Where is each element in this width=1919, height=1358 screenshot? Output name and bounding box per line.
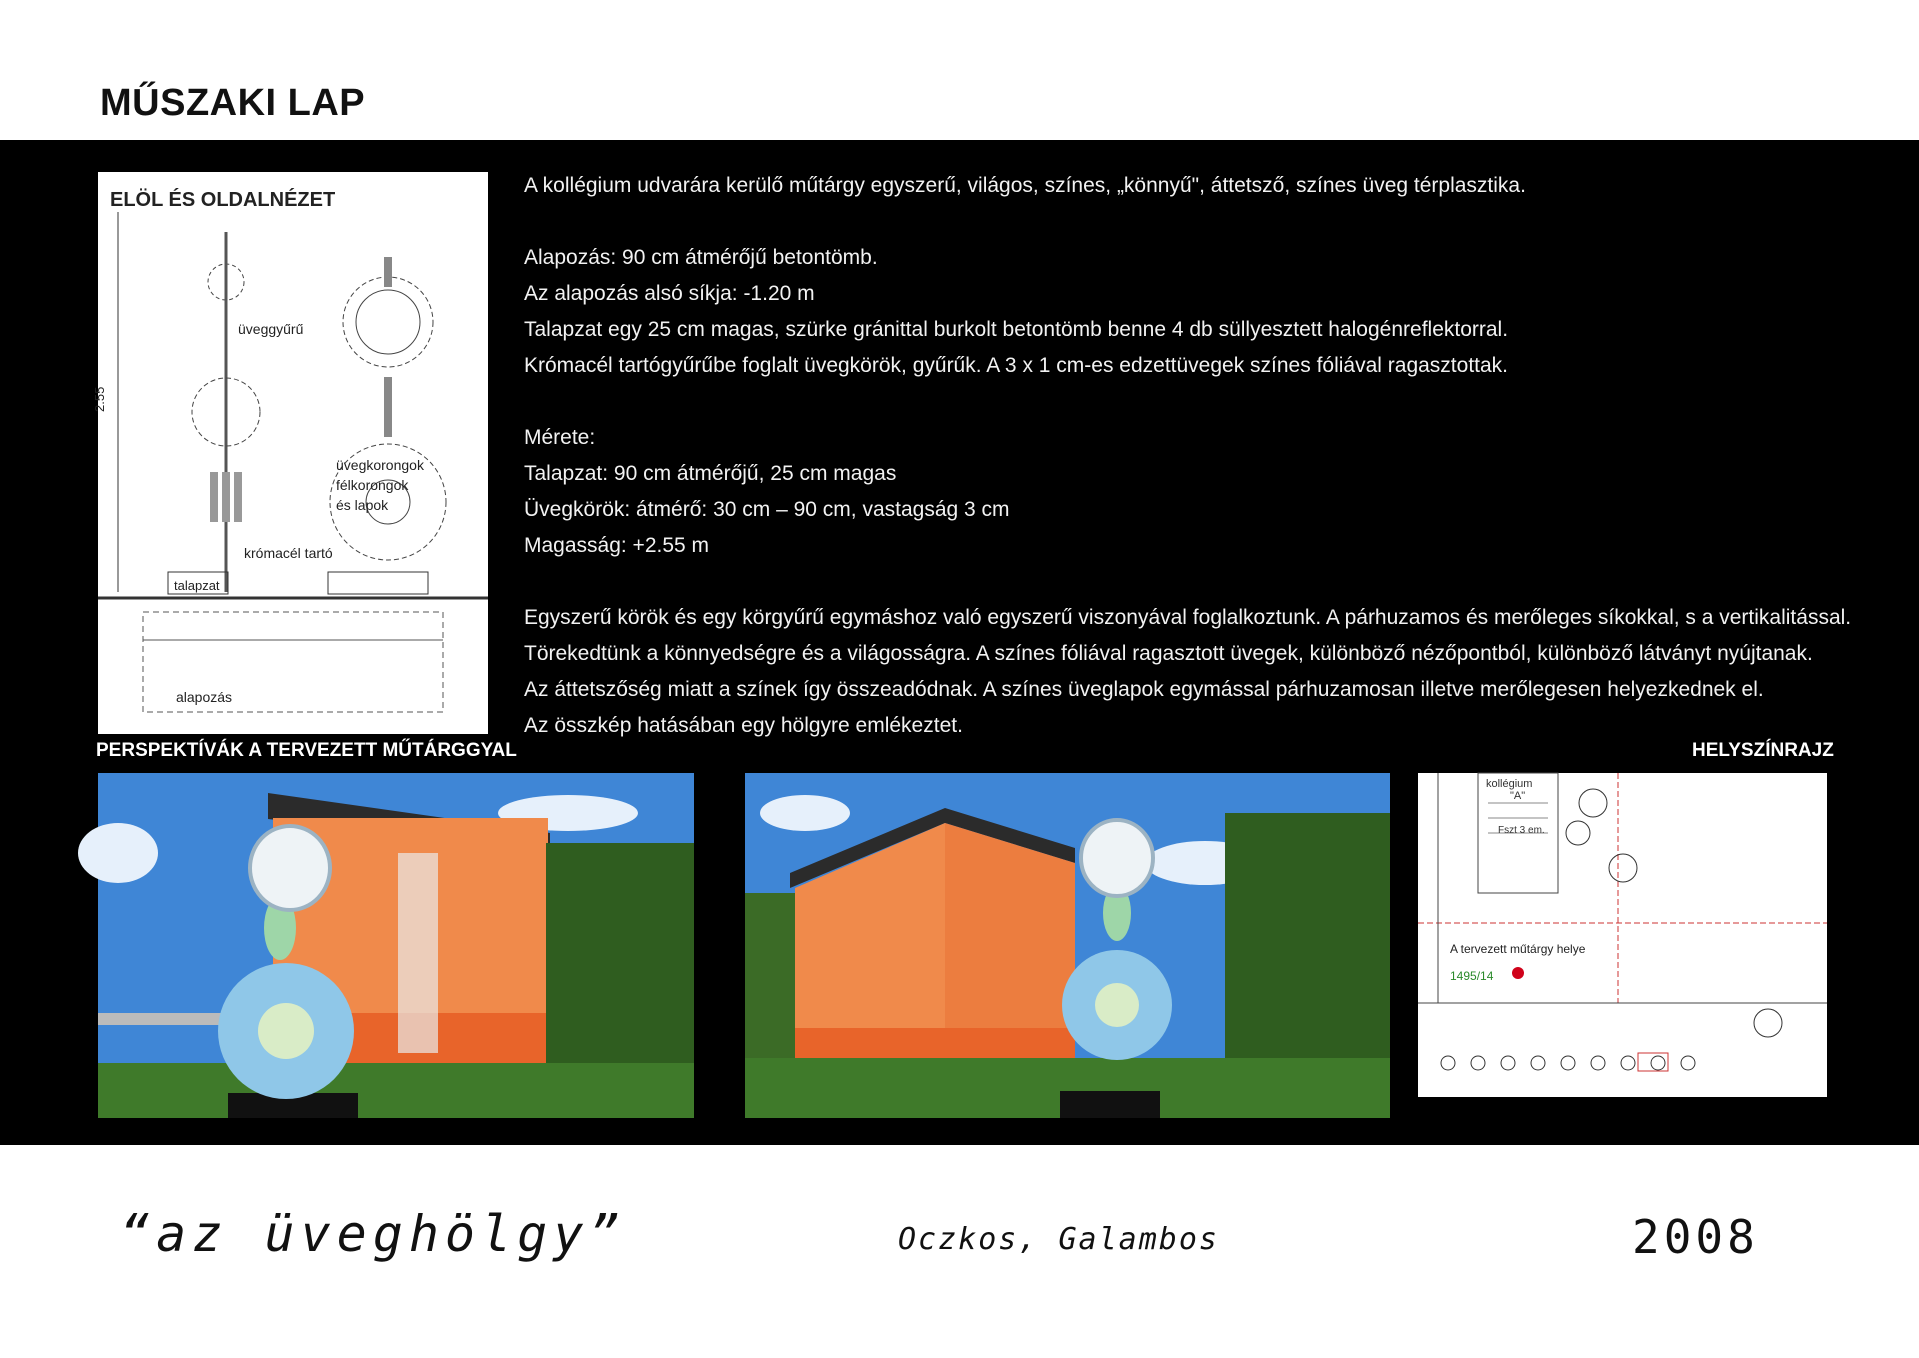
perspectives-caption: PERSPEKTÍVÁK A TERVEZETT MŰTÁRGGYAL <box>96 740 517 761</box>
label-base: talapzat <box>174 578 220 593</box>
label-circles-2: félkorongok <box>336 477 409 493</box>
concept-line-2: Törekedtünk a könnyedségre és a világosságra. A színes fóliával ragasztott üvegek, különböző nézőpontból, különböző látványt nyújtanak. <box>524 642 1813 665</box>
tech-line-4: Krómacél tartógyűrűbe foglalt üvegkörök, gyűrűk. A 3 x 1 cm-es edzettüvegek színes fóliával ragasztottak. <box>524 354 1509 377</box>
dims-line-3: Üvegkörök: átmérő: 30 cm – 90 cm, vastagság 3 cm <box>524 498 1010 521</box>
holder-top-right <box>384 257 392 287</box>
cloud <box>760 795 850 831</box>
cloud <box>78 823 158 883</box>
concept-line-1: Egyszerű körök és egy körgyűrű egymáshoz való egyszerű viszonyával foglalkoztunk. A párhuzamos és merőleges síkokkal, s a vertikalitással. <box>524 606 1852 629</box>
site-plan-caption: HELYSZÍNRAJZ <box>1692 740 1834 761</box>
sculpture-top-ring <box>1081 820 1153 896</box>
glass-plate-left-1 <box>210 472 218 522</box>
label-height: 2.55 <box>92 386 107 412</box>
label-foundation: alapozás <box>176 689 233 705</box>
authors: Oczkos, Galambos <box>898 1222 1219 1257</box>
concept-line-3: Az áttetszőség miatt a színek így összeadódnak. A színes üveglapok egymással párhuzamosan illetve merőlegesen helyezkednek el. <box>524 678 1764 701</box>
side-wall <box>98 1013 238 1025</box>
concept-line-4: Az összkép hatásában egy hölgyre emlékeztet. <box>524 714 963 737</box>
site-building-sub: "A" <box>1510 790 1526 802</box>
site-plan-drawing <box>1418 773 1827 1097</box>
dims-line-1: Mérete: <box>524 426 596 449</box>
perspective-photo-1 <box>98 773 694 1118</box>
glass-plate-left-2 <box>222 472 230 522</box>
label-holder: krómacél tartó <box>244 545 333 561</box>
plinth-right <box>328 572 428 594</box>
label-circles-1: üvegkorongok <box>336 457 424 473</box>
site-object-label: A tervezett műtárgy helye <box>1450 942 1586 956</box>
tech-line-2: Az alapozás alsó síkja: -1.20 m <box>524 282 815 305</box>
elevation-sketch <box>92 172 488 734</box>
ring-right-inner <box>356 290 420 354</box>
tree <box>546 843 694 1063</box>
sculpture-inner-disc <box>258 1003 314 1059</box>
year: 2008 <box>1632 1210 1759 1264</box>
intro-line: A kollégium udvarára kerülő műtárgy egyszerű, világos, színes, „könnyű", áttetsző, színes üveg térplasztika. <box>524 174 1526 197</box>
site-parcel: 1495/14 <box>1450 969 1494 983</box>
sculpture-top-ring <box>250 826 330 910</box>
tech-line-3: Talapzat egy 25 cm magas, szürke gránittal burkolt betontömb benne 4 db süllyesztett halogénreflektorral. <box>524 318 1509 341</box>
site-marker <box>1512 967 1524 979</box>
grass <box>98 1063 694 1118</box>
site-building-label: kollégium <box>1486 778 1533 790</box>
holder-mid-right <box>384 377 392 437</box>
perspective-render-1 <box>98 773 694 1118</box>
drawing-heading: ELÖL ÉS OLDALNÉZET <box>110 189 336 211</box>
building-front <box>945 823 1075 1063</box>
dims-line-2: Talapzat: 90 cm átmérőjű, 25 cm magas <box>524 462 897 485</box>
description-text <box>524 168 1864 744</box>
artwork-title: “az üveghölgy” <box>120 1205 626 1263</box>
dims-line-4: Magasság: +2.55 m <box>524 534 710 557</box>
sculpture-inner-disc <box>1095 983 1139 1027</box>
page-title: MŰSZAKI LAP <box>100 82 366 124</box>
tree-left <box>745 893 795 1063</box>
label-circles-3: és lapok <box>336 497 389 513</box>
glass-plate-left-3 <box>234 472 242 522</box>
perspective-photo-2 <box>745 773 1390 1118</box>
site-floors: Fszt 3 em. <box>1498 825 1545 836</box>
sculpture-base <box>1060 1091 1160 1118</box>
balconies <box>398 853 438 1053</box>
tree <box>1225 813 1390 1063</box>
label-ring: üveggyűrű <box>238 321 304 337</box>
tech-line-1: Alapozás: 90 cm átmérőjű betontömb. <box>524 246 878 269</box>
site-plan <box>1418 773 1827 1097</box>
front-side-view-drawing <box>92 172 488 734</box>
perspective-render-2 <box>745 773 1390 1118</box>
site-background <box>1418 773 1827 1097</box>
building-plinth <box>795 1028 1075 1063</box>
